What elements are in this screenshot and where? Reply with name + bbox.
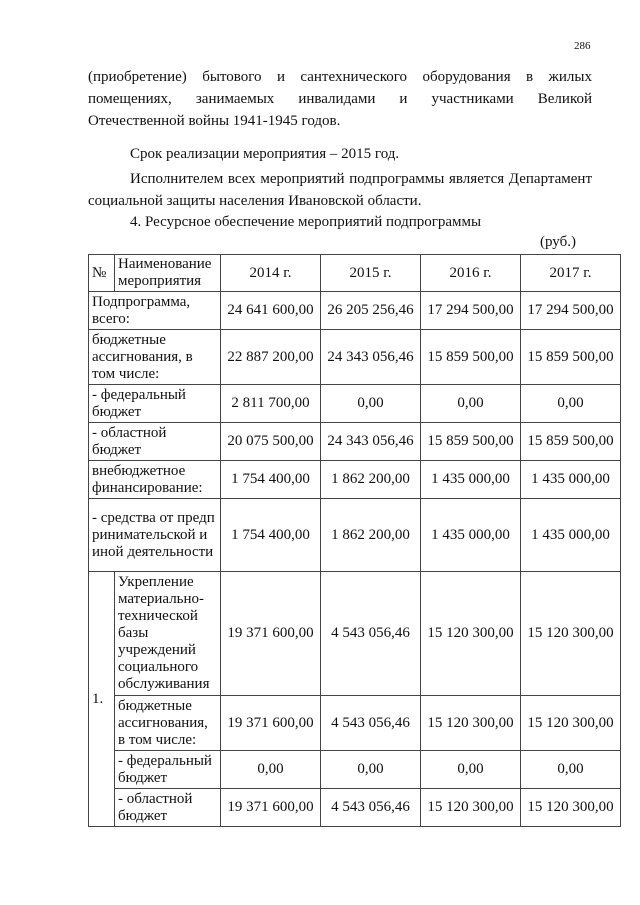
section-heading: 4. Ресурсное обеспечение мероприятий подпрограммы bbox=[130, 214, 482, 230]
row-label: бюджетные ассигнования, в том числе: bbox=[115, 696, 221, 751]
header-2016: 2016 г. bbox=[421, 255, 521, 292]
row-label: - областной бюджет bbox=[115, 789, 221, 827]
header-2015: 2015 г. bbox=[321, 255, 421, 292]
table-row bbox=[89, 385, 621, 423]
cell-2016: 1 435 000,00 bbox=[421, 461, 521, 499]
cell-2015: 4 543 056,46 bbox=[321, 789, 421, 827]
row-label: внебюджетное финансирование: bbox=[89, 461, 221, 499]
cell-2015: 1 862 200,00 bbox=[321, 461, 421, 499]
header-2017: 2017 г. bbox=[521, 255, 621, 292]
cell-2014: 1 754 400,00 bbox=[221, 499, 321, 572]
table-row bbox=[89, 423, 621, 461]
cell-2014: 22 887 200,00 bbox=[221, 330, 321, 385]
row-label: - областной бюджет bbox=[89, 423, 221, 461]
cell-2015: 24 343 056,46 bbox=[321, 423, 421, 461]
table-row bbox=[89, 461, 621, 499]
row-label: - федеральный бюджет bbox=[89, 385, 221, 423]
table-row bbox=[89, 499, 621, 572]
header-num: № bbox=[89, 255, 115, 292]
table-row bbox=[89, 572, 621, 696]
cell-2014: 20 075 500,00 bbox=[221, 423, 321, 461]
cell-2015: 4 543 056,46 bbox=[321, 572, 421, 696]
cell-2016: 0,00 bbox=[421, 751, 521, 789]
page-number: 286 bbox=[574, 40, 591, 52]
cell-2015: 24 343 056,46 bbox=[321, 330, 421, 385]
paragraph-1-line-2: помещениях, занимаемых инвалидами и участниками Великой bbox=[88, 91, 592, 107]
cell-2014: 0,00 bbox=[221, 751, 321, 789]
cell-2016: 15 120 300,00 bbox=[421, 572, 521, 696]
table-header-row bbox=[89, 255, 621, 292]
row-label: - федеральный бюджет bbox=[115, 751, 221, 789]
cell-2014: 19 371 600,00 bbox=[221, 696, 321, 751]
cell-2014: 1 754 400,00 bbox=[221, 461, 321, 499]
resource-table bbox=[88, 254, 621, 827]
paragraph-executor-line-1: Исполнителем всех мероприятий подпрограммы является Департамент bbox=[130, 171, 592, 187]
table-row bbox=[89, 330, 621, 385]
unit-label: (руб.) bbox=[540, 234, 576, 250]
row-label: Укрепление материально-технической базы учреждений социального обслуживания bbox=[115, 572, 221, 696]
header-2014: 2014 г. bbox=[221, 255, 321, 292]
cell-2016: 0,00 bbox=[421, 385, 521, 423]
paragraph-deadline: Срок реализации мероприятия – 2015 год. bbox=[130, 146, 400, 162]
table-row bbox=[89, 751, 621, 789]
cell-2015: 0,00 bbox=[321, 385, 421, 423]
cell-2014: 2 811 700,00 bbox=[221, 385, 321, 423]
cell-2016: 17 294 500,00 bbox=[421, 292, 521, 330]
cell-2016: 15 859 500,00 bbox=[421, 330, 521, 385]
cell-2017: 15 120 300,00 bbox=[521, 572, 621, 696]
cell-2014: 19 371 600,00 bbox=[221, 789, 321, 827]
cell-2016: 15 120 300,00 bbox=[421, 696, 521, 751]
cell-2015: 4 543 056,46 bbox=[321, 696, 421, 751]
cell-2017: 15 859 500,00 bbox=[521, 423, 621, 461]
cell-2016: 15 859 500,00 bbox=[421, 423, 521, 461]
cell-2017: 1 435 000,00 bbox=[521, 499, 621, 572]
cell-2014: 19 371 600,00 bbox=[221, 572, 321, 696]
cell-2015: 1 862 200,00 bbox=[321, 499, 421, 572]
cell-2017: 15 120 300,00 bbox=[521, 696, 621, 751]
cell-2017: 1 435 000,00 bbox=[521, 461, 621, 499]
paragraph-executor-line-2: социальной защиты населения Ивановской области. bbox=[88, 193, 422, 209]
table-row bbox=[89, 789, 621, 827]
row-label: - средства от предпринимательской и иной деятельности bbox=[89, 499, 221, 572]
table-row bbox=[89, 292, 621, 330]
cell-2016: 1 435 000,00 bbox=[421, 499, 521, 572]
row-label: Подпрограмма, всего: bbox=[89, 292, 221, 330]
cell-2016: 15 120 300,00 bbox=[421, 789, 521, 827]
cell-2017: 15 120 300,00 bbox=[521, 789, 621, 827]
group-number: 1. bbox=[89, 572, 115, 827]
cell-2015: 0,00 bbox=[321, 751, 421, 789]
paragraph-1-line-3: Отечественной войны 1941-1945 годов. bbox=[88, 113, 341, 129]
cell-2014: 24 641 600,00 bbox=[221, 292, 321, 330]
cell-2015: 26 205 256,46 bbox=[321, 292, 421, 330]
row-label: бюджетные ассигнования, в том числе: bbox=[89, 330, 221, 385]
paragraph-1-line-1: (приобретение) бытового и сантехнического оборудования в жилых bbox=[88, 69, 592, 85]
cell-2017: 15 859 500,00 bbox=[521, 330, 621, 385]
cell-2017: 0,00 bbox=[521, 751, 621, 789]
header-name: Наименование мероприятия bbox=[115, 255, 221, 292]
table-row bbox=[89, 696, 621, 751]
cell-2017: 0,00 bbox=[521, 385, 621, 423]
cell-2017: 17 294 500,00 bbox=[521, 292, 621, 330]
